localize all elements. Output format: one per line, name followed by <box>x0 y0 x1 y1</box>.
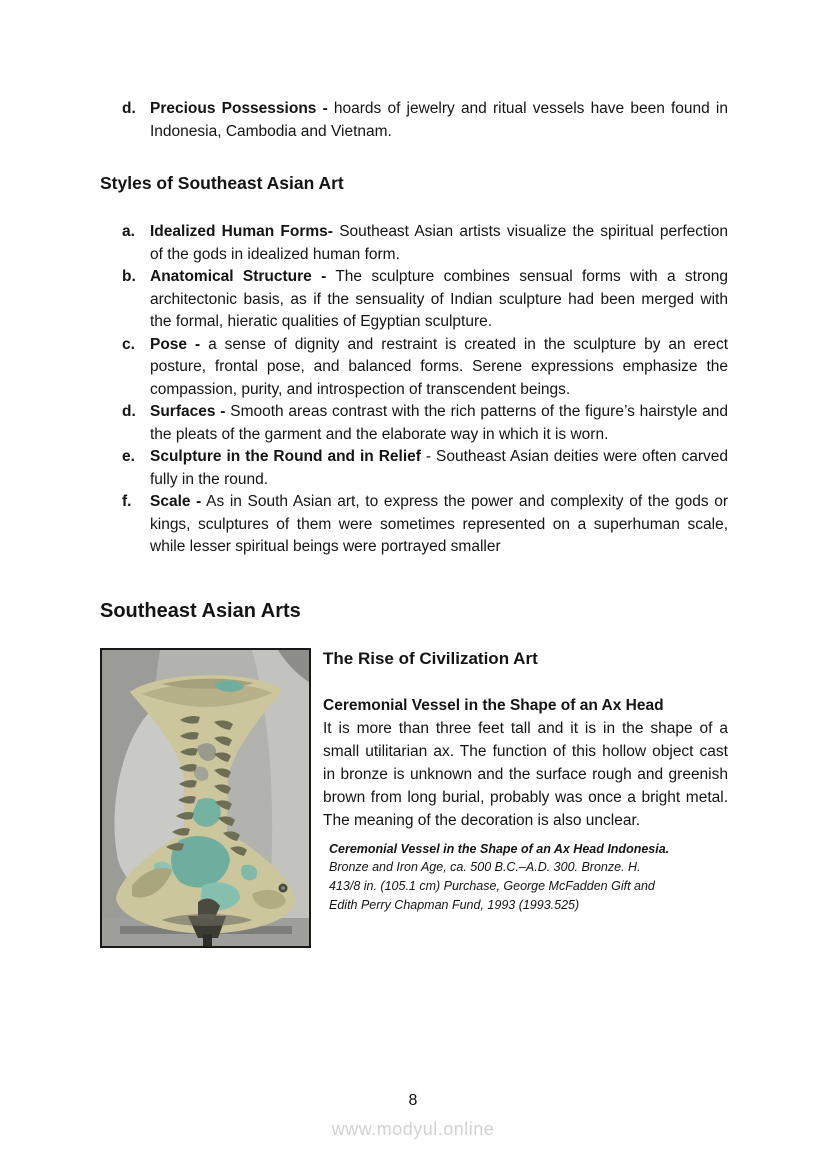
list-item <box>100 266 728 334</box>
figure-row <box>100 648 728 948</box>
figure-caption-details: Bronze and Iron Age, ca. 500 B.C.–A.D. 300. Bronze. H. 413/8 in. (105.1 cm) Purchase, George McFadden Gift and Edith Perry Chapman Fund, 1993 (1993.525) <box>329 860 655 912</box>
list-item-term: Sculpture in the Round and in Relief <box>150 448 421 465</box>
figure-caption-title: Ceremonial Vessel in the Shape of an Ax Head Indonesia. <box>329 841 670 856</box>
list-item-term: Surfaces - <box>150 403 226 420</box>
list-item-text: The sculpture combines sensual forms with a strong architectonic basis, as if the sensuality of Indian sculpture had been merged with the formal, hieratic qualities of Egyptian sculpture. <box>150 268 728 330</box>
list-item <box>100 334 728 402</box>
list-letter: d. <box>122 403 136 420</box>
list-item-text: As in South Asian art, to express the power and complexity of the gods or kings, sculptures of them were sometimes represented on a superhuman scale, while lesser spiritual beings were portrayed smaller <box>150 493 728 555</box>
list-item-term: Pose - <box>150 335 201 353</box>
figure-caption <box>329 840 674 915</box>
list-item-precious-possessions <box>100 98 728 143</box>
list-item-term: Scale - <box>150 493 202 510</box>
subheading-rise-of-civilization: The Rise of Civilization Art <box>323 648 538 668</box>
figure-text-column <box>323 648 728 915</box>
list-item-text: hoards of jewelry and ritual vessels have been found in Indonesia, Cambodia and Vietnam. <box>150 100 728 140</box>
list-item-term: Idealized Human Forms- <box>150 223 333 240</box>
vessel-title: Ceremonial Vessel in the Shape of an Ax Head <box>323 696 664 714</box>
vessel-photo <box>102 650 309 946</box>
list-letter: f. <box>122 493 132 510</box>
watermark: www.modyul.online <box>331 1119 495 1139</box>
list-item <box>100 221 728 266</box>
list-letter: e. <box>122 448 135 465</box>
list-item <box>100 491 728 559</box>
list-item <box>100 446 728 491</box>
list-letter: c. <box>122 335 135 353</box>
section-heading-styles: Styles of Southeast Asian Art <box>100 173 344 193</box>
vessel-figure <box>100 648 311 948</box>
styles-list <box>100 221 728 559</box>
list-item-text: Smooth areas contrast with the rich patterns of the figure’s hairstyle and the pleats of the garment and the elaborate way in which it is worn. <box>150 403 729 443</box>
list-letter: a. <box>122 223 135 240</box>
list-item <box>100 401 728 446</box>
page-number: 8 <box>408 1092 418 1109</box>
list-letter: d. <box>122 100 136 117</box>
page-content <box>100 98 728 948</box>
list-letter: b. <box>122 268 136 285</box>
section-heading-arts: Southeast Asian Arts <box>100 599 301 622</box>
list-item-text: Southeast Asian artists visualize the spiritual perfection of the gods in idealized human form. <box>150 223 728 263</box>
list-item-text: - Southeast Asian deities were often carved fully in the round. <box>150 448 728 488</box>
list-item-term: Precious Possessions - <box>150 100 328 117</box>
list-item-term: Anatomical Structure - <box>150 268 327 285</box>
vessel-description: It is more than three feet tall and it is in the shape of a small utilitarian ax. The function of this hollow object cast in bronze is unknown and the surface rough and greenish brown from long burial, probably was once a bright metal. The meaning of the decoration is also unclear. <box>323 719 728 829</box>
list-item-text: a sense of dignity and restraint is created in the sculpture by an erect posture, frontal pose, and balanced forms. Serene expressions emphasize the compassion, purity, and introspection of transcendent beings. <box>150 335 729 398</box>
